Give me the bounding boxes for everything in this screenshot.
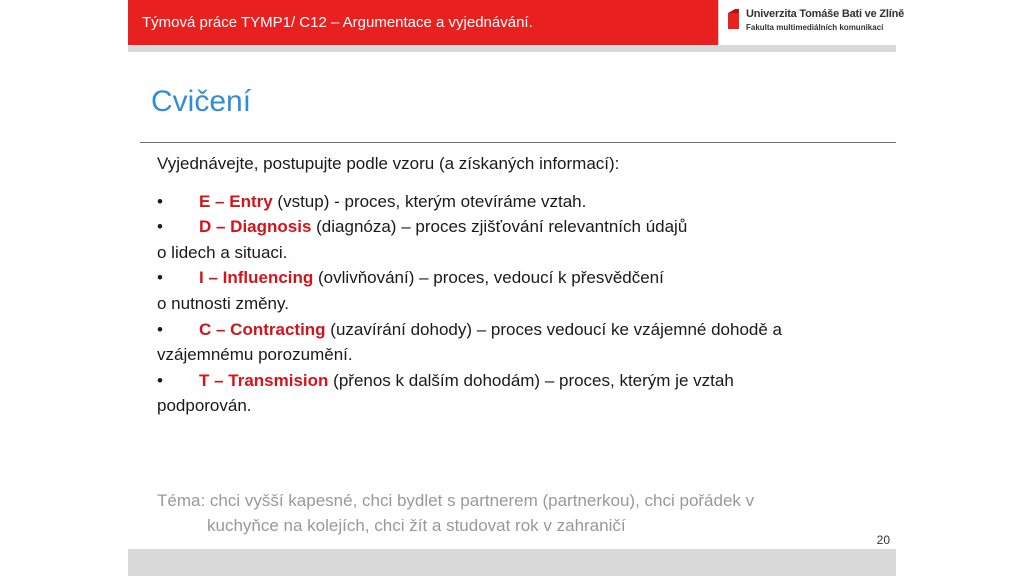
slide-body [157,151,877,419]
university-logo [728,8,908,38]
bullet-continuation: podporován. [157,396,252,416]
page-number: 20 [876,533,890,547]
bullet-key: I – Influencing [199,268,314,288]
university-logo-icon [728,9,739,29]
bullet-key: T – Transmision [199,370,329,390]
bullet-item-influencing [157,265,877,316]
bullet-text: (diagnóza) – proces zjišťování relevantních údajů [311,217,688,237]
spacer [157,177,877,189]
university-name: Univerzita Tomáše Bati ve Zlíně [746,8,905,20]
bullet-text: (přenos k dalším dohodám) – proces, kterým je vztah [328,370,734,390]
bullet-item-diagnosis [157,214,877,265]
bullet-item-contracting [157,317,877,368]
bullet-icon: • [157,191,163,211]
header-divider [718,0,719,45]
theme-note [157,488,877,538]
title-divider [140,142,896,143]
bullet-key: C – Contracting [199,319,326,339]
bullet-item-entry [157,189,877,215]
bullet-text: (uzavírání dohody) – proces vedoucí ke vzájemné dohodě a [325,319,783,339]
bullet-icon: • [157,217,163,237]
bullet-text: (vstup) - proces, kterým otevíráme vztah. [272,191,587,211]
top-gray-band [128,45,896,52]
intro-text: Vyjednávejte, postupujte podle vzoru (a získaných informací): [157,154,620,173]
bullet-item-transmision [157,368,877,419]
bullet-key: E – Entry [199,191,273,211]
faculty-name: Fakulta multimediálních komunikací [746,23,884,32]
theme-line-2: kuchyňce na kolejích, chci žít a studovat rok v zahraničí [207,516,626,535]
bullet-continuation: o lidech a situaci. [157,242,288,262]
course-header-bar [128,0,718,45]
course-title: Týmová práce TYMP1/ C12 – Argumentace a vyjednávání. [142,14,533,31]
slide-title: Cvičení [151,85,252,118]
theme-line-1: Téma: chci vyšší kapesné, chci bydlet s partnerem (partnerkou), chci pořádek v [157,491,755,510]
bullet-list [157,189,877,419]
bullet-continuation: o nutnosti změny. [157,293,289,313]
bullet-icon: • [157,370,163,390]
bullet-icon: • [157,268,163,288]
bullet-icon: • [157,319,163,339]
bottom-gray-band [128,549,896,576]
bullet-key: D – Diagnosis [199,217,312,237]
bullet-continuation: vzájemnému porozumění. [157,345,353,365]
bullet-text: (ovlivňování) – proces, vedoucí k přesvědčení [313,268,664,288]
